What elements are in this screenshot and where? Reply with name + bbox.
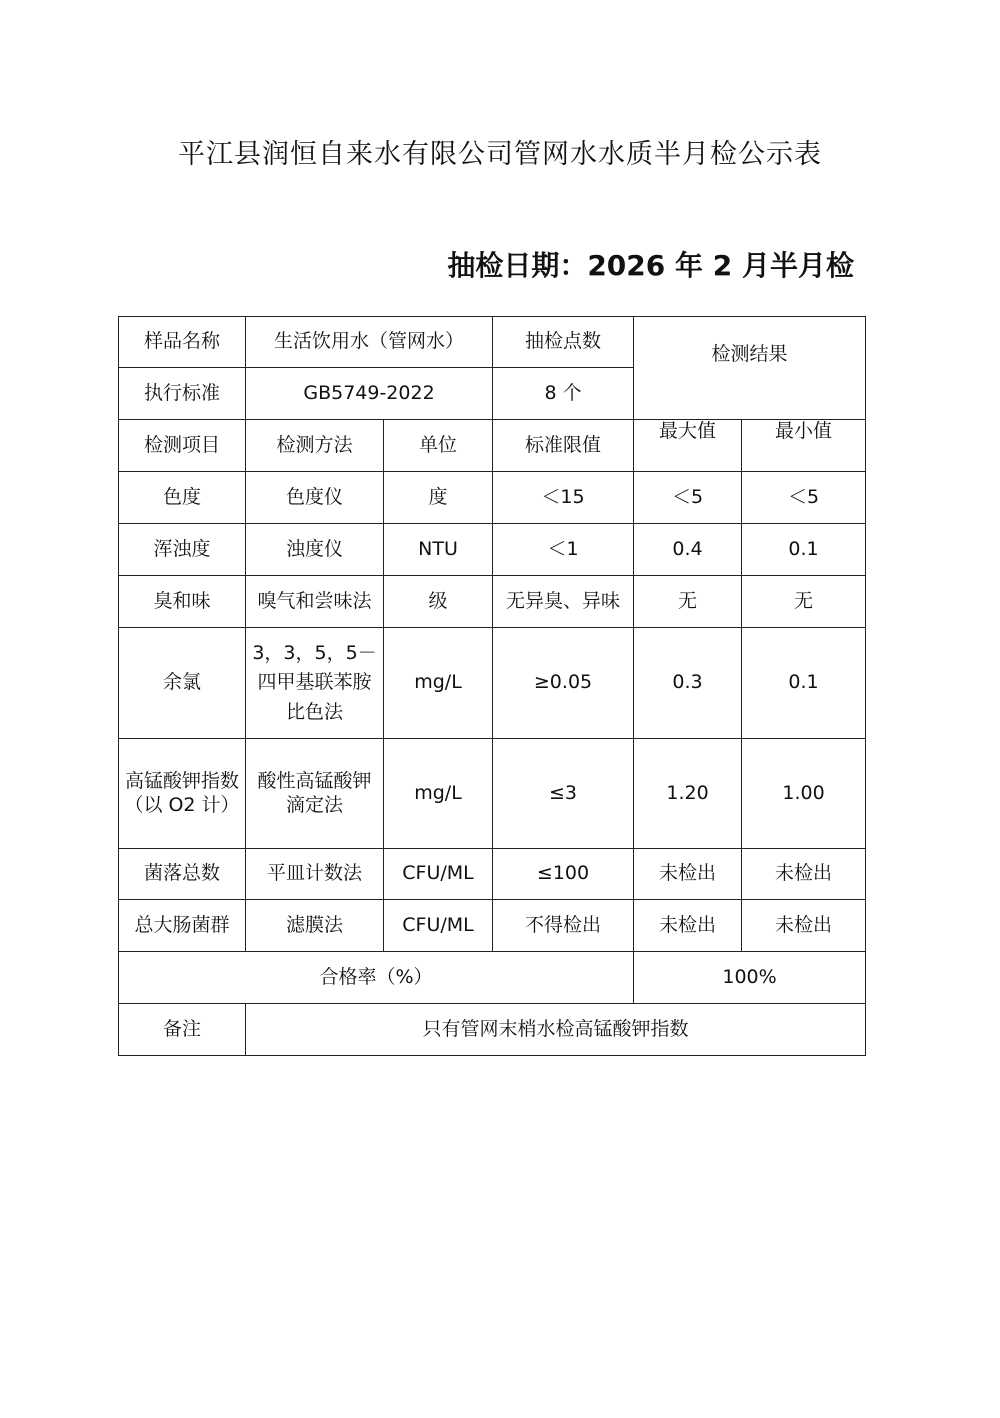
row-limit: 不得检出: [493, 900, 634, 952]
sample-points-label: 抽检点数: [493, 317, 634, 368]
row-unit: 级: [384, 576, 493, 628]
pass-rate-value: 100%: [634, 952, 866, 1004]
row-method: 色度仪: [246, 472, 384, 524]
row-max: 1.20: [634, 739, 742, 849]
row-min: ＜5: [742, 472, 866, 524]
row-item: 余氯: [119, 628, 246, 739]
pass-rate-row: [119, 952, 866, 1004]
row-item: 色度: [119, 472, 246, 524]
document-title: 平江县润恒自来水有限公司管网水水质半月检公示表: [178, 139, 822, 170]
row-unit: CFU/ML: [384, 849, 493, 900]
table-row: [119, 900, 866, 952]
col-limit: 标准限值: [493, 420, 634, 472]
row-method: 滤膜法: [246, 900, 384, 952]
row-min: 0.1: [742, 628, 866, 739]
row-min: 未检出: [742, 849, 866, 900]
row-item: 总大肠菌群: [119, 900, 246, 952]
row-max: 0.3: [634, 628, 742, 739]
water-quality-table: [118, 316, 866, 1056]
row-min: 0.1: [742, 524, 866, 576]
row-max: 0.4: [634, 524, 742, 576]
row-limit: 无异臭、异味: [493, 576, 634, 628]
row-method: 嗅气和尝味法: [246, 576, 384, 628]
row-min: 无: [742, 576, 866, 628]
row-max: 无: [634, 576, 742, 628]
header-row-1: [119, 317, 866, 368]
table-row: [119, 472, 866, 524]
column-header-row: [119, 420, 866, 472]
row-min: 未检出: [742, 900, 866, 952]
table-row: [119, 524, 866, 576]
sample-points-value: 8 个: [493, 368, 634, 420]
max-label: 最大值: [634, 420, 742, 472]
row-max: 未检出: [634, 900, 742, 952]
row-unit: mg/L: [384, 739, 493, 849]
sample-name-value: 生活饮用水（管网水）: [246, 317, 493, 368]
row-max: ＜5: [634, 472, 742, 524]
row-unit: NTU: [384, 524, 493, 576]
row-method: 浊度仪: [246, 524, 384, 576]
row-item: 菌落总数: [119, 849, 246, 900]
row-unit: mg/L: [384, 628, 493, 739]
row-limit: ≤100: [493, 849, 634, 900]
pass-rate-label: 合格率（%）: [119, 952, 634, 1004]
table-row: [119, 849, 866, 900]
row-min: 1.00: [742, 739, 866, 849]
row-item: 浑浊度: [119, 524, 246, 576]
row-method: 平皿计数法: [246, 849, 384, 900]
table-row: [119, 739, 866, 849]
remark-row: [119, 1004, 866, 1056]
standard-value: GB5749-2022: [246, 368, 493, 420]
standard-label: 执行标准: [119, 368, 246, 420]
table-row: [119, 576, 866, 628]
row-limit: ＜1: [493, 524, 634, 576]
row-method: 酸性高锰酸钾滴定法: [246, 739, 384, 849]
inspection-date: 抽检日期：2026 年 2 月半月检: [447, 249, 854, 282]
remark-value: 只有管网末梢水检高锰酸钾指数: [246, 1004, 866, 1056]
result-label: 检测结果: [634, 317, 866, 420]
row-limit: ≤3: [493, 739, 634, 849]
row-limit: ≥0.05: [493, 628, 634, 739]
min-label: 最小值: [742, 420, 866, 472]
remark-label: 备注: [119, 1004, 246, 1056]
col-unit: 单位: [384, 420, 493, 472]
col-method: 检测方法: [246, 420, 384, 472]
col-item: 检测项目: [119, 420, 246, 472]
row-unit: CFU/ML: [384, 900, 493, 952]
sample-name-label: 样品名称: [119, 317, 246, 368]
row-unit: 度: [384, 472, 493, 524]
table-row: [119, 628, 866, 739]
row-item: 臭和味: [119, 576, 246, 628]
row-limit: ＜15: [493, 472, 634, 524]
row-item: 高锰酸钾指数（以 O2 计）: [119, 739, 246, 849]
row-max: 未检出: [634, 849, 742, 900]
row-method: 3，3，5，5－四甲基联苯胺比色法: [246, 628, 384, 739]
